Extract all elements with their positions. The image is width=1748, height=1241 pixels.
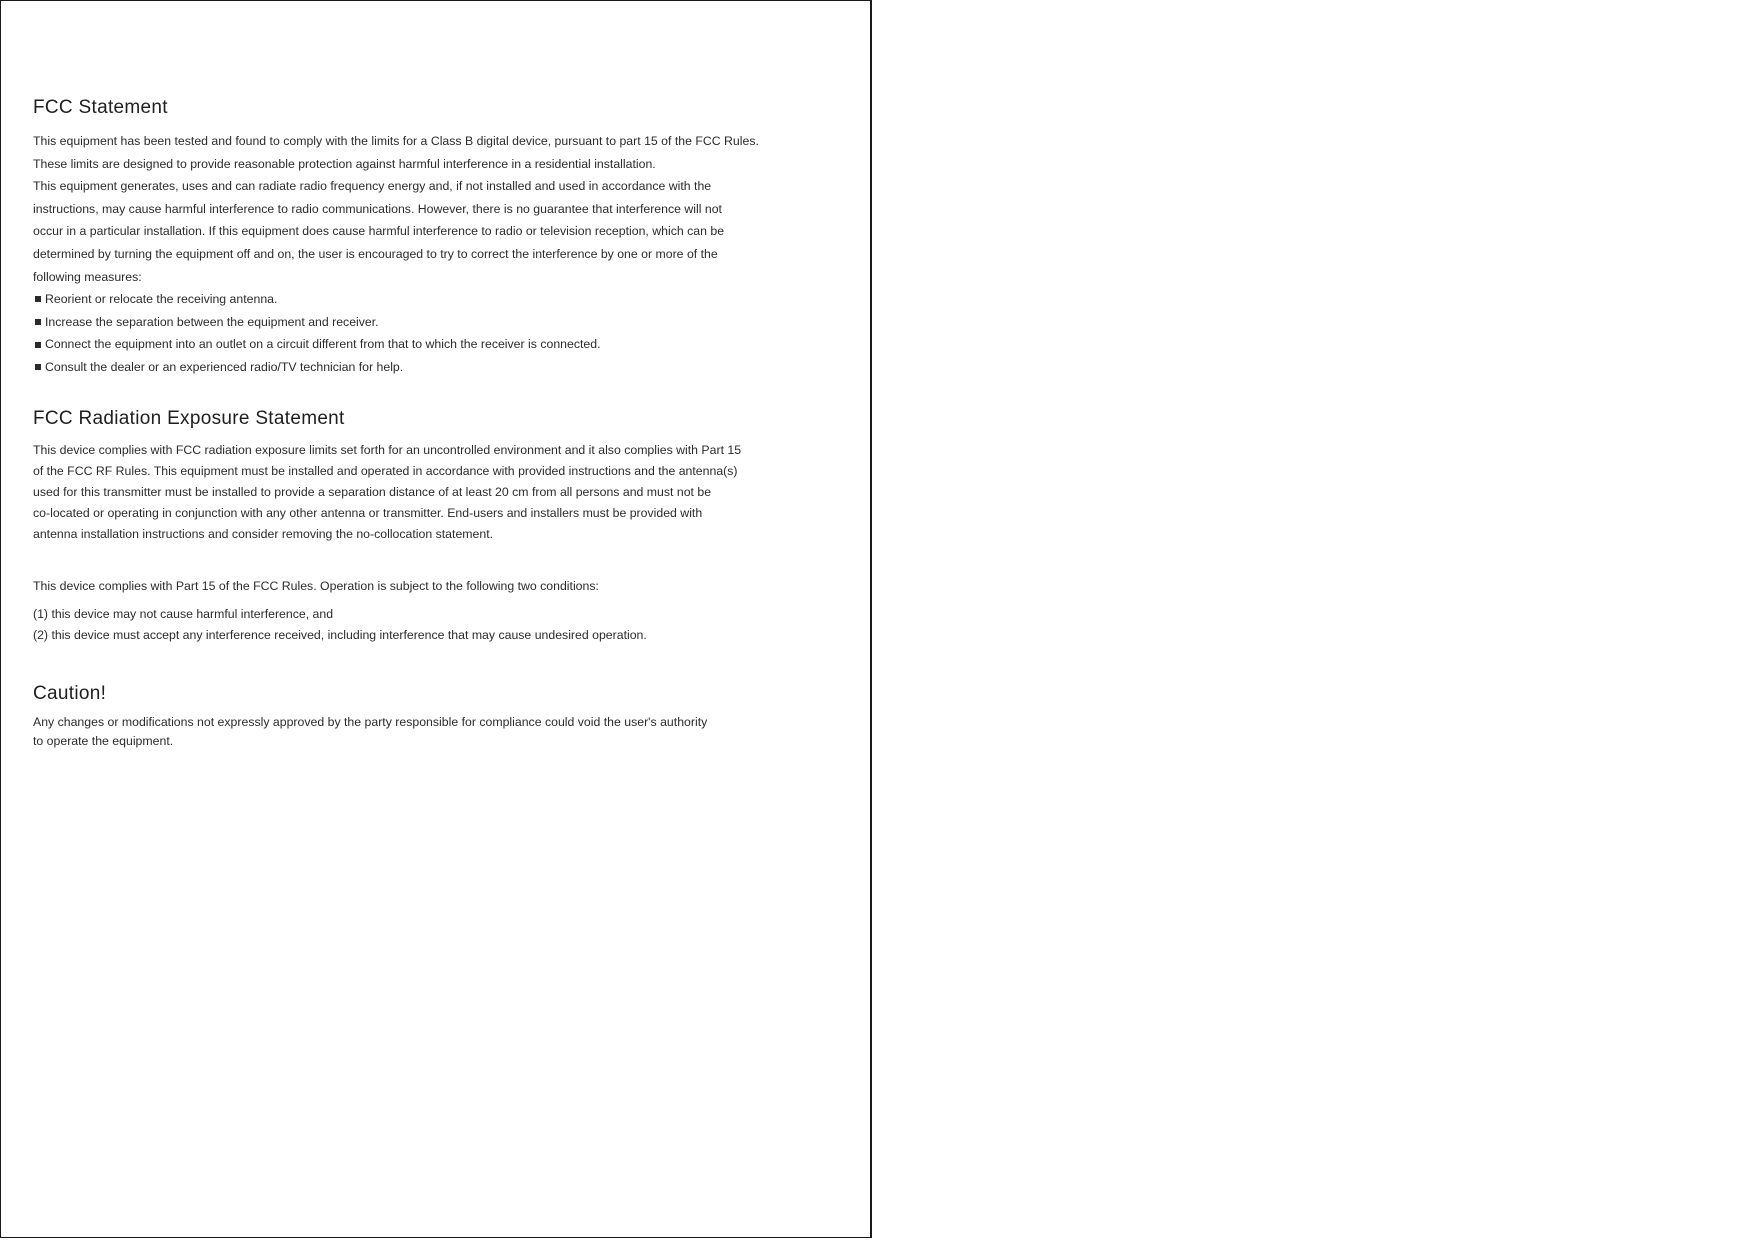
square-bullet-icon [35,319,41,325]
paragraph-line: This equipment has been tested and found to comply with the limits for a Class B digital device, pursuant to part 15 of the FCC Rules. [33,134,759,148]
paragraph-line: occur in a particular installation. If this equipment does cause harmful interference to radio or television reception, which can be [33,224,725,239]
measure-item [33,333,863,356]
measure-text: Increase the separation between the equipment and receiver. [45,314,379,329]
measure-item [33,311,863,334]
paragraph-line: co-located or operating in conjunction with any other antenna or transmitter. End-users and installers must be provided with [33,505,703,520]
paragraph-line: determined by turning the equipment off and on, the user is encouraged to try to correct the interference by one or more of the [33,246,718,261]
fcc-statement-section [33,97,863,379]
square-bullet-icon [35,342,41,348]
measure-text: Reorient or relocate the receiving antenna. [45,292,278,307]
measure-text: Consult the dealer or an experienced radio/TV technician for help. [45,359,404,374]
square-bullet-icon [35,364,41,370]
page-content [33,97,863,751]
fcc-statement-title: FCC Statement [33,97,168,118]
square-bullet-icon [35,296,41,302]
document-page [0,0,872,1238]
paragraph-line: of the FCC RF Rules. This equipment must be installed and operated in accordance with provided instructions and the antenna(s) [33,463,738,478]
paragraph-line: used for this transmitter must be installed to provide a separation distance of at least 20 cm from all persons and must not be [33,484,712,499]
conditions-list [33,604,863,646]
measure-item [33,356,863,379]
paragraph-line: These limits are designed to provide reasonable protection against harmful interference in a residential installation. [33,156,656,171]
condition-item: (1) this device may not cause harmful interference, and [33,607,334,622]
measure-item [33,288,863,311]
measure-text: Connect the equipment into an outlet on a circuit different from that to which the receiver is connected. [45,337,601,352]
paragraph-line: This equipment generates, uses and can radiate radio frequency energy and, if not installed and used in accordance with the [33,179,712,194]
caution-section [33,683,863,751]
conditions-intro: This device complies with Part 15 of the FCC Rules. Operation is subject to the following two conditions: [33,578,599,593]
paragraph-line: to operate the equipment. [33,734,174,749]
radiation-section [33,408,863,647]
paragraph-line: Any changes or modifications not expressly approved by the party responsible for compliance could void the user's authority [33,715,708,730]
paragraph-line: antenna installation instructions and consider removing the no-collocation statement. [33,526,494,541]
paragraph-line: instructions, may cause harmful interference to radio communications. However, there is no guarantee that interference will not [33,201,722,216]
radiation-title: FCC Radiation Exposure Statement [33,407,345,429]
paragraph-line: following measures: [33,269,142,284]
paragraph-line: This device complies with FCC radiation exposure limits set forth for an uncontrolled environment and it also complies with Part 15 [33,442,742,457]
caution-title: Caution! [33,683,107,705]
condition-item: (2) this device must accept any interference received, including interference that may cause undesired operation. [33,628,647,643]
